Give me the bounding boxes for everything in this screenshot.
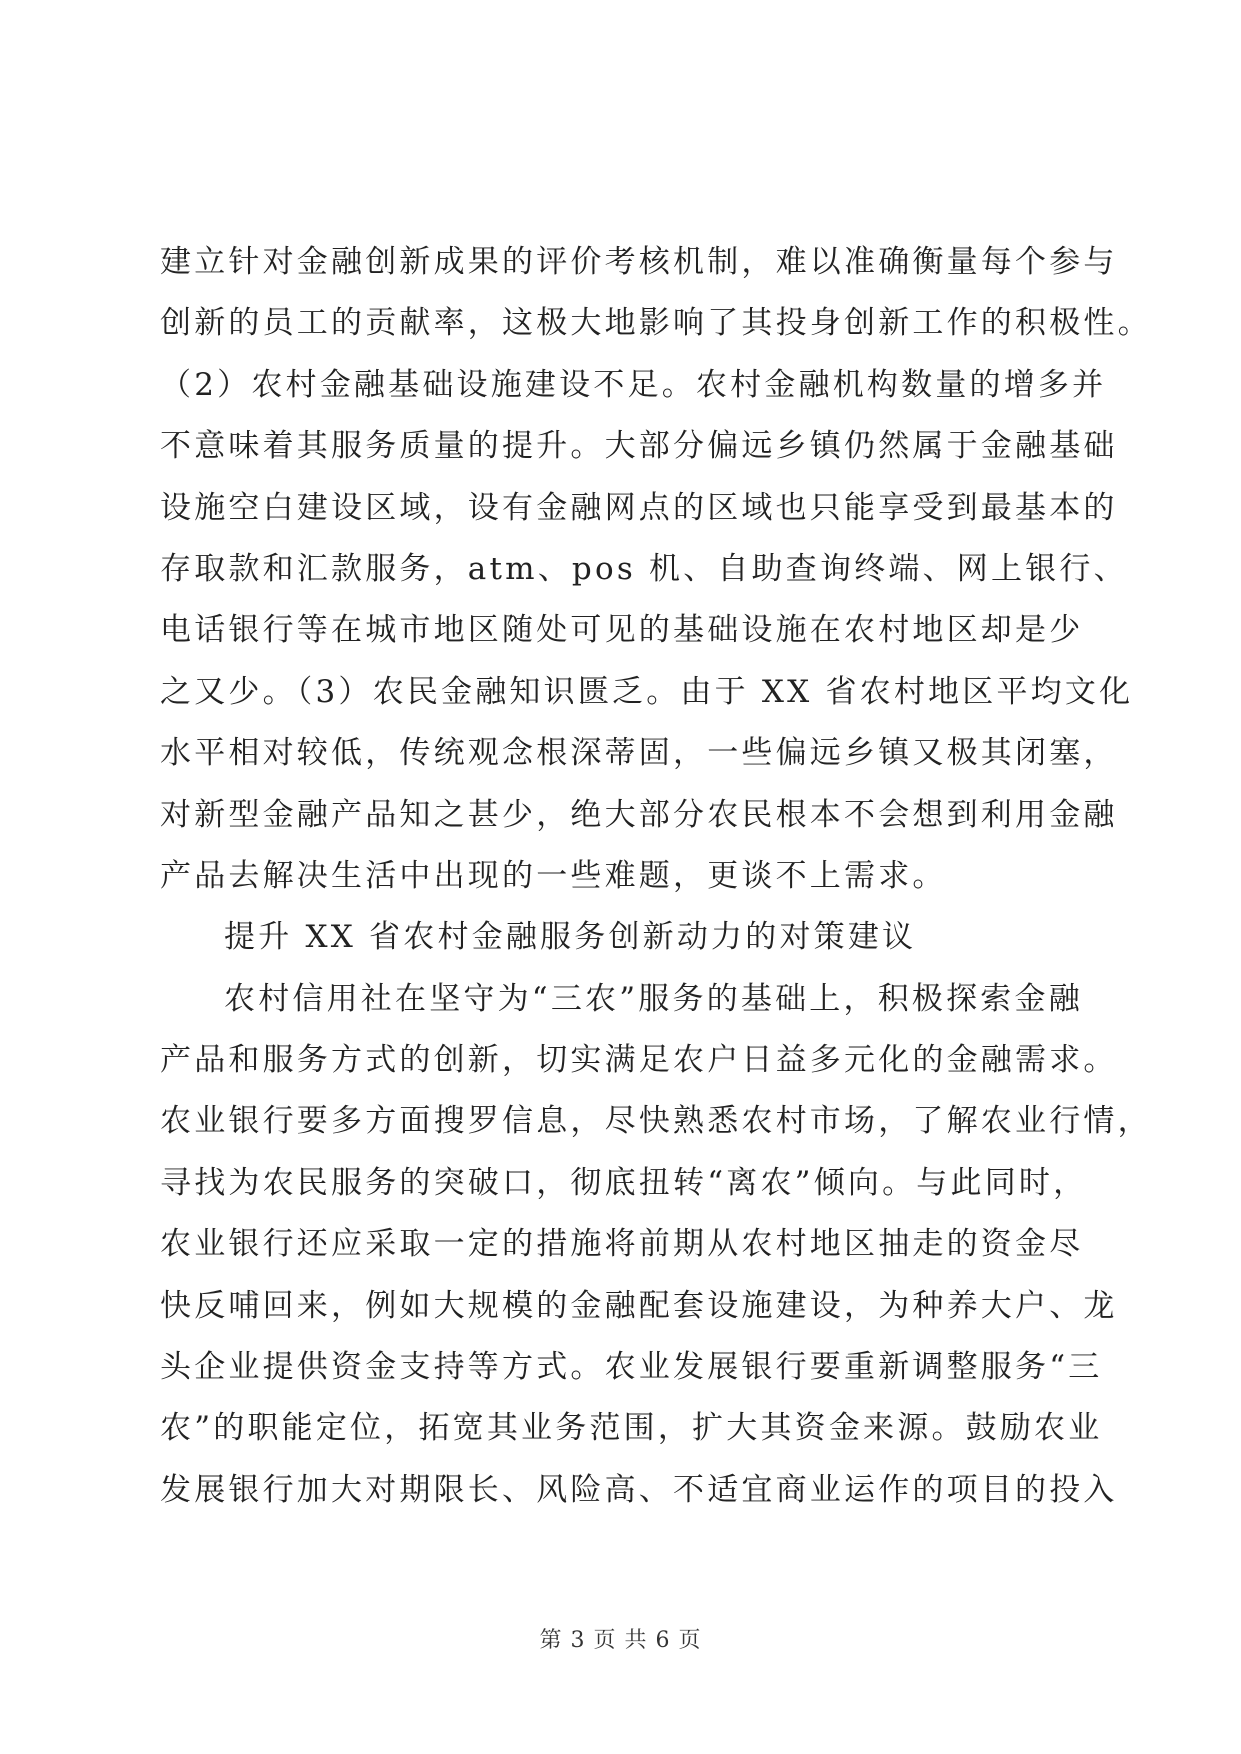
text-line: 农”的职能定位，拓宽其业务范围，扩大其资金来源。鼓励农业 <box>160 1410 1103 1447</box>
text-line: 产品和服务方式的创新，切实满足农户日益多元化的金融需求。 <box>160 1042 1118 1079</box>
text-line: 产品去解决生活中出现的一些难题，更谈不上需求。 <box>160 857 947 894</box>
text-line: 头企业提供资金支持等方式。农业发展银行要重新调整服务“三 <box>160 1349 1103 1386</box>
text-line: 设施空白建设区域，设有金融网点的区域也只能享受到最基本的 <box>160 489 1118 526</box>
text-line: 对新型金融产品知之甚少，绝大部分农民根本不会想到利用金融 <box>160 796 1118 833</box>
text-line: 快反哺回来，例如大规模的金融配套设施建设，为种养大户、龙 <box>160 1287 1118 1324</box>
text-line: 农业银行要多方面搜罗信息，尽快熟悉农村市场，了解农业行情， <box>160 1103 1152 1140</box>
text-line: 寻找为农民服务的突破口，彻底扭转“离农”倾向。与此同时， <box>160 1164 1088 1201</box>
text-line: 创新的员工的贡献率，这极大地影响了其投身创新工作的积极性。 <box>160 305 1152 342</box>
text-line: 不意味着其服务质量的提升。大部分偏远乡镇仍然属于金融基础 <box>160 428 1118 465</box>
text-line: 农业银行还应采取一定的措施将前期从农村地区抽走的资金尽 <box>160 1226 1084 1263</box>
text-line: 发展银行加大对期限长、风险高、不适宜商业运作的项目的投入 <box>160 1471 1118 1508</box>
text-line: 电话银行等在城市地区随处可见的基础设施在农村地区却是少 <box>160 612 1084 649</box>
section-heading: 提升 XX 省农村金融服务创新动力的对策建议 <box>224 919 917 956</box>
text-line: （2）农村金融基础设施建设不足。农村金融机构数量的增多并 <box>160 366 1107 403</box>
text-line: 农村信用社在坚守为“三农”服务的基础上，积极探索金融 <box>224 980 1083 1017</box>
body-text <box>160 232 1152 1521</box>
page-footer: 第 3 页 共 6 页 <box>539 1628 702 1653</box>
text-line: 水平相对较低，传统观念根深蒂固，一些偏远乡镇又极其闭塞， <box>160 735 1118 772</box>
text-line: 存取款和汇款服务，atm、pos 机、自助查询终端、网上银行、 <box>160 550 1128 587</box>
text-line: 建立针对金融创新成果的评价考核机制，难以准确衡量每个参与 <box>160 244 1118 280</box>
text-line: 之又少。（3）农民金融知识匮乏。由于 XX 省农村地区平均文化 <box>160 673 1134 710</box>
